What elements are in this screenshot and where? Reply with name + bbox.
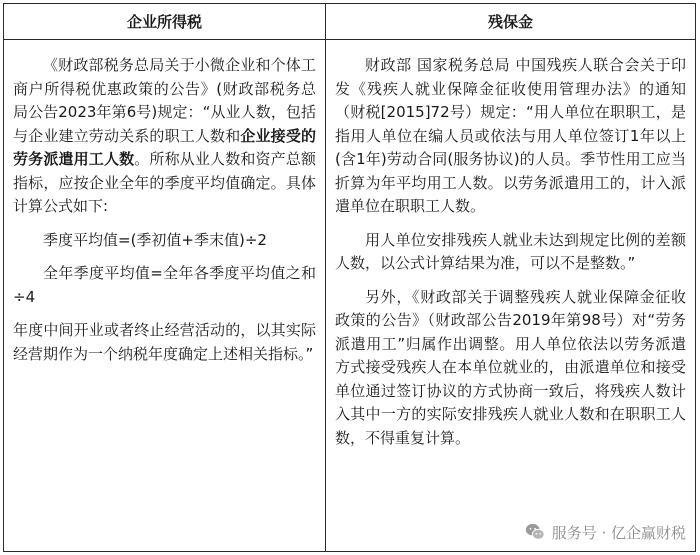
left-p1-tail-text: 。所称从业人数和资产总额指标，应按企业全年的季度平均值确定。具体计算公式如下: (13, 150, 316, 215)
right-paragraph-2: 用人单位安排残疾人就业未达到规定比例的差额人数，以公式计算结果为准，可以不是整数。” (335, 230, 686, 272)
comparison-table (3, 3, 696, 552)
formula-annual-average: 全年季度平均值=全年各季度平均值之和÷4 (13, 264, 316, 306)
cell-corporate-income-tax (4, 40, 326, 551)
watermark-text: 服务号 · 亿企赢财税 (551, 523, 686, 542)
cell-disability-levy (326, 40, 695, 551)
header-corporate-income-tax: 企业所得税 (4, 4, 326, 40)
header-disability-levy: 残保金 (326, 4, 695, 40)
right-paragraph-1: 财政部 国家税务总局 中国残疾人联合会关于印发《残疾人就业保障金征收使用管理办法》的通知（财税[2015]72号）规定：“用人单位在职职工，是指用人单位在编人员或依法与用人单位签订1年以上(含1年)劳动合同(服务协议)的人员。季节性用工应当折算为年平均用工人数。以劳务派遣用工的，计入派遣单位在职职工人数。 (335, 56, 686, 215)
left-paragraph-2: 年度中间开业或者终止经营活动的，以其实际经营期作为一个纳税年度确定上述相关指标。” (13, 321, 316, 363)
watermark (524, 521, 686, 543)
left-p1-text: 《财政部税务总局关于小微企业和个体工商户所得税优惠政策的公告》(财政部税务总局公告2023年第6号)规定：“从业人数，包括与企业建立劳动关系的职工人数和 (13, 56, 316, 145)
left-p1-bold-text: 企业接受的劳务派遣用工人数 (13, 126, 316, 168)
right-paragraph-3: 另外，《财政部关于调整残疾人就业保障金征收政策的公告》（财政部公告2019年第98号）对“劳务派遣用工”归属作出调整。用人单位依法以劳务派遣方式接受残疾人在本单位就业的，由派遣单位和接受单位通过签订协议的方式协商一致后，将残疾人数计入其中一方的实际安排残疾人就业人数和在职职工人数，不得重复计算。 (335, 287, 686, 447)
formula-quarter-average: 季度平均值=(季初值+季末值)÷2 (43, 230, 267, 249)
left-paragraph-1 (13, 54, 316, 219)
wechat-icon (524, 521, 546, 543)
